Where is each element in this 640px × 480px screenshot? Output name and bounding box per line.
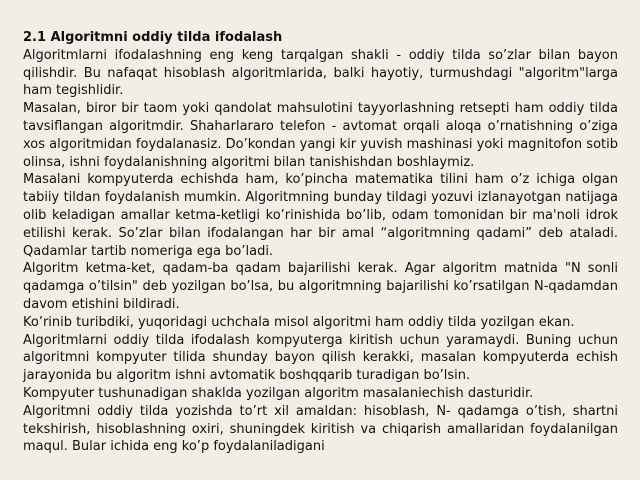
paragraph-2: Masalan, biror bir taom yoki qandolat mahsulotini tayyorlashning retsepti ham oddiy tilda tavsiflangan algoritmdir. Shaharlararo telefon - avtomat orqali aloqa o’rnatishning o’ziga xos algoritmidan foydalanasiz. Do’kondan yangi kir yuvish mashinasi yoki magnitofon sotib olinsa, ishni foydalanishning algoritmi bilan tanishishdan boshlaymiz. — [23, 101, 618, 170]
paragraph-6: Algoritmlarni oddiy tilda ifodalash kompyuterga kiritish uchun yaramaydi. Buning uchun algoritmni kompyuter tilida shunday bayon qilish kerakki, masalan kompyuterda echish jarayonida bu algoritm ishni avtomatik boshqqarib turadigan bo’lsin. — [23, 332, 618, 384]
paragraph-1: Algoritmlarni ifodalashning eng keng tarqalgan shakli - oddiy tilda so’zlar bilan bayon qilishdir. Bu nafaqat hisoblash algoritmlarida, balki hayotiy, turmushdagi "algoritm"larga ham tegishlidir. — [23, 47, 618, 99]
document-body — [23, 29, 618, 456]
paragraph-5: Ko’rinib turibdiki, yuqoridagi uchchala misol algoritmi ham oddiy tilda yozilgan ekan. — [23, 314, 575, 330]
paragraph-3: Masalani kompyuterda echishda ham, ko’pincha matematika tilini ham o’z ichiga olgan tabiiy tildan foydalanish mumkin. Algoritmning bunday tildagi yozuvi izlanayotgan natijaga olib keladigan amallar ketma-ketligi ko’rinishida bo’lib, odam tomonidan bir ma'noli idrok etilishi kerak. So’zlar bilan ifodalangan har bir amal “algoritmning qadami” deb ataladi. Qadamlar tartib nomeriga ega bo’ladi. — [23, 172, 618, 259]
paragraph-7: Kompyuter tushunadigan shaklda yozilgan algoritm masalaniechish dasturidir. — [23, 385, 534, 401]
section-heading: 2.1 Algoritmni oddiy tilda ifodalash — [23, 30, 283, 45]
paragraph-4: Algoritm ketma-ket, qadam-ba qadam bajarilishi kerak. Agar algoritm matnida "N sonli qadamga o’tilsin" deb yozilgan bo’lsa, bu algoritmning bajarilishi ko’rsatilgan N-qadamdan davom etishini bildiradi. — [23, 261, 618, 312]
paragraph-8: Algoritmni oddiy tilda yozishda to’rt xil amaldan: hisoblash, N- qadamga o’tish, shartni tekshirish, hisoblashning oxiri, shuningdek kiritish va chiqarish amallaridan foydalanilgan maqul. Bular ichida eng ko’p foydalaniladigani — [23, 403, 618, 455]
